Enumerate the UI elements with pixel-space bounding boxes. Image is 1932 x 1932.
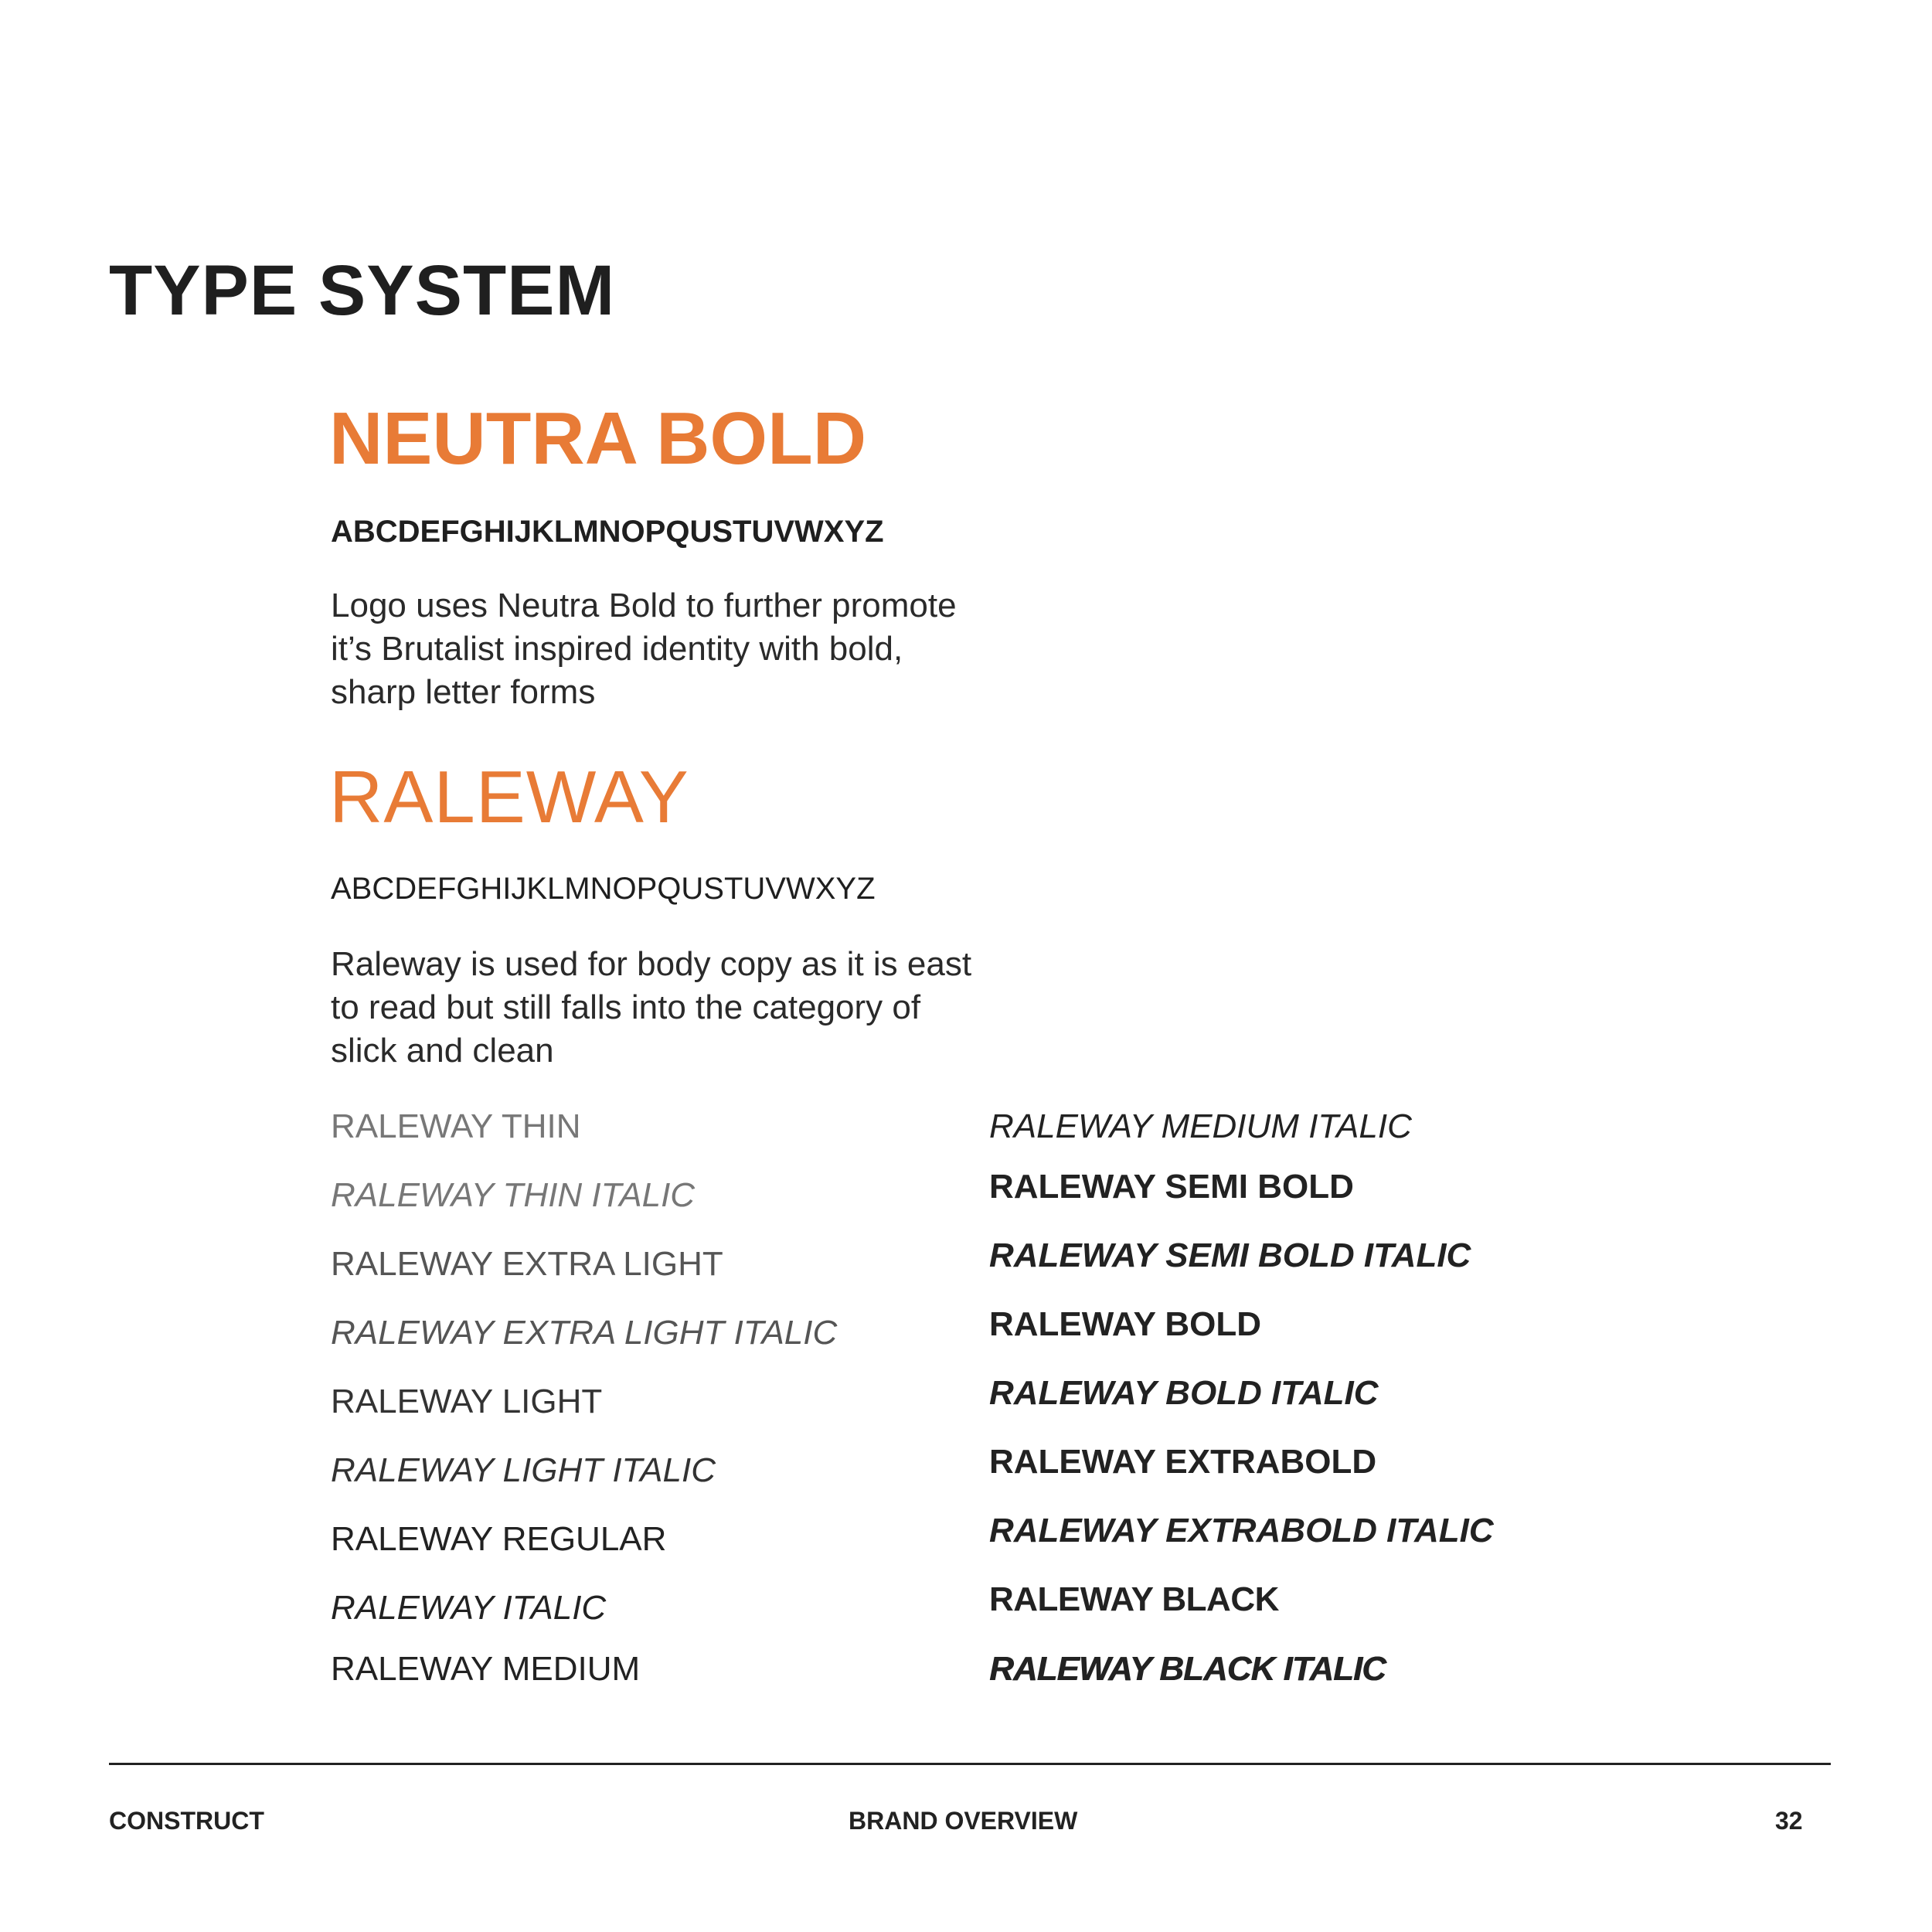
footer-page-number: 32	[1775, 1807, 1803, 1835]
weight-sample-extrabold: RALEWAY EXTRABOLD	[989, 1443, 1377, 1481]
weight-sample-semi-bold-italic: RALEWAY SEMI BOLD ITALIC	[989, 1236, 1471, 1274]
weight-sample-light: RALEWAY LIGHT	[331, 1383, 603, 1420]
weight-sample-thin: RALEWAY THIN	[331, 1107, 581, 1145]
neutra-alphabet: ABCDEFGHIJKLMNOPQUSTUVWXYZ	[331, 515, 884, 549]
weight-sample-black-italic: RALEWAY BLACK ITALIC	[989, 1650, 1386, 1688]
weight-sample-extrabold-italic: RALEWAY EXTRABOLD ITALIC	[989, 1512, 1494, 1549]
weight-sample-medium: RALEWAY MEDIUM	[331, 1650, 641, 1688]
page-title: TYPE SYSTEM	[109, 251, 616, 330]
footer-section-title: BRAND OVERVIEW	[849, 1807, 1078, 1835]
neutra-heading: NEUTRA BOLD	[329, 397, 867, 480]
weight-sample-italic: RALEWAY ITALIC	[331, 1589, 607, 1627]
weight-sample-thin-italic: RALEWAY THIN ITALIC	[331, 1176, 696, 1214]
weight-sample-regular: RALEWAY REGULAR	[331, 1520, 667, 1558]
weight-sample-black: RALEWAY BLACK	[989, 1580, 1279, 1618]
weight-sample-bold: RALEWAY BOLD	[989, 1305, 1262, 1343]
weight-sample-extra-light-italic: RALEWAY EXTRA LIGHT ITALIC	[331, 1314, 838, 1352]
footer-brand-name: CONSTRUCT	[109, 1807, 264, 1835]
raleway-heading: RALEWAY	[329, 756, 689, 838]
footer-divider	[109, 1763, 1831, 1765]
weight-sample-light-italic: RALEWAY LIGHT ITALIC	[331, 1451, 716, 1489]
weight-sample-bold-italic: RALEWAY BOLD ITALIC	[989, 1374, 1379, 1412]
weight-sample-extra-light: RALEWAY EXTRA LIGHT	[331, 1245, 723, 1283]
weight-sample-medium-italic: RALEWAY MEDIUM ITALIC	[989, 1107, 1412, 1145]
neutra-description: Logo uses Neutra Bold to further promote it’s Brutalist inspired identity with bold, sharp letter forms	[331, 587, 957, 711]
raleway-alphabet: ABCDEFGHIJKLMNOPQUSTUVWXYZ	[331, 872, 876, 906]
raleway-description: Raleway is used for body copy as it is east to read but still falls into the category of slick and clean	[331, 945, 972, 1070]
weight-sample-semi-bold: RALEWAY SEMI BOLD	[989, 1168, 1354, 1206]
